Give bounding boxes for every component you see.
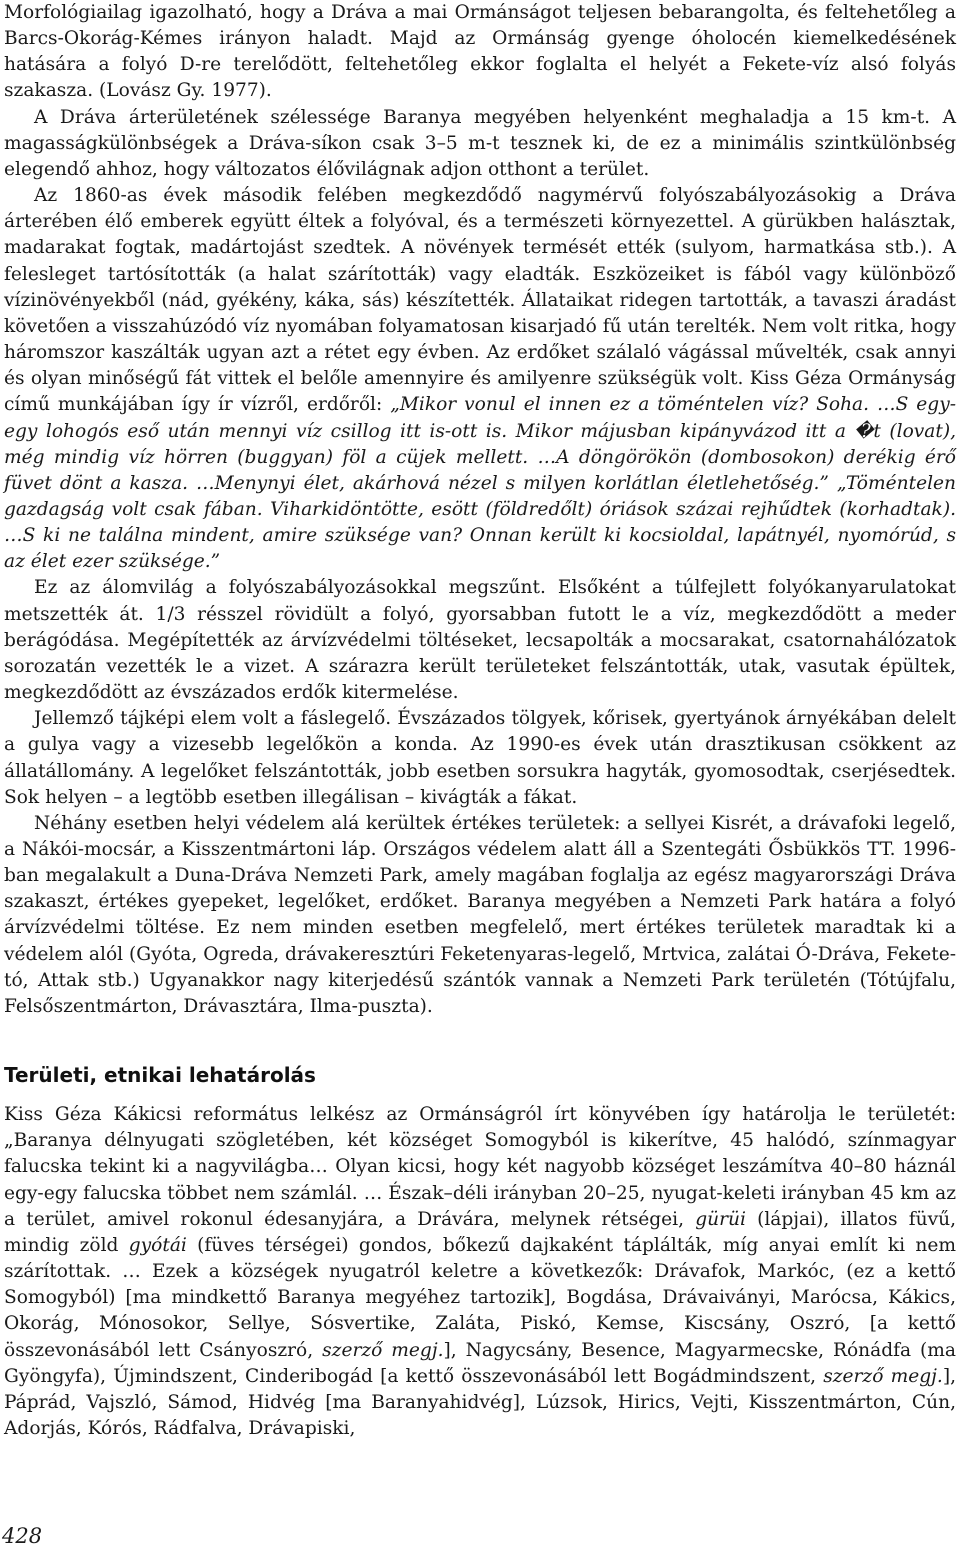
paragraph-dream-world-ended: Ez az álomvilág a folyószabályozásokkal megszűnt. Elsőként a túlfejlett folyókanyarulatokat metszették át. 1/3 résszel rövidült a folyó, gyorsabban futott le a víz, megkezdődött a meder berágódása. Megépítették az árvízvédelmi töltéseket, lecsapolták a mocsarakat, csatornahálózatok sorozatán vezették le a vizet. A szárazra került területeket felszántották, utak, vasutak épültek, megkezdődött az évszázados erdők kitermelése.: [4, 577, 956, 704]
paragraph-river-regulation-life: [4, 183, 956, 575]
section-spacer: [4, 1020, 956, 1062]
paragraph-wood-pasture: Jellemző tájképi elem volt a fáslegelő. Évszázados tölgyek, kőrisek, gyertyánok árnyékában delelt a gulya vagy a vizesebb legelőkön a konda. Az 1990-es évek után drasztikusan csökkent az állatállomány. A legelőket felszántották, jobb esetben sorsukra hagyták, gyomosodtak, cserjésedtek. Sok helyen – a legtöbb esetben illegálisan – kivágták a fákat.: [4, 708, 956, 808]
territory-text-2: (lápjai), illatos füvű, mindig zöld: [4, 1208, 956, 1256]
territory-italic-author-note-2: szerző megj.: [823, 1365, 943, 1387]
paragraph-floodplain: A Dráva árterületének szélessége Baranya megyében helyenként meghaladja a 15 km-t. A magasságkülönbségek a Dráva-síkon csak 3–5 m-t tesznek ki, de ez a minimális szintkülönbség elegendő ahhoz, hogy változatos élővilágnak adjon otthont a terület.: [4, 106, 956, 180]
kiss-geza-quote: „Mikor vonul el innen ez a töméntelen víz? Soha. …S egy-egy lohogós eső után mennyi víz csillog itt is-ott is. Mikor májusban kipányvázod itt a �t (lovat), még mindig víz hörren (buggyan) föl a cüjek mellett. …A döngörökön (dombosokon) derékig érő füvet dönt a kasza. …Menynyi élet, akárhová nézel s milyen korlátlan életlehetőség.” „Töméntelen gazdagság volt csak fában. Viharkidöntötte, esött (földredőlt) óriások százai rejhűdtek (korhadtak). …S ki ne találna mindent, amire szüksége van? Onnan került ki kocsioldal, lapátnyél, nyomórúd, s az élet ezer szüksége.”: [4, 394, 957, 573]
territory-italic-author-note-1: szerző megj.: [322, 1339, 444, 1361]
territory-text-3: (füves térségei) gondos, bőkezű dajkaként táplálták, míg anyai említ ki nem szárítottak. … Ezek a községek nyugatról keletre a következők: Drávafok, Markóc, (ez a kettő Somogyból) [ma mindkettő Baranya megyéhez tartozik], Bogdása, Drávaiványi, Marócsa, Kákics, Okorág, Mónosokor, Sellye, Sósvertike, Zaláta, Piskó, Kemse, Kiscsány, Oszró, [a kettő összevonásából lett Csányoszró,: [4, 1234, 956, 1361]
paragraph-territory: [4, 1102, 956, 1442]
territory-italic-gurui: gürüi: [695, 1208, 746, 1230]
territory-italic-gyotai: gyótái: [128, 1234, 187, 1256]
territory-text-5: ], Páprád, Vajszló, Sámod, Hidvég [ma Baranyahidvég], Lúzsok, Hirics, Vejti, Kisszentmárton, Cún, Adorjás, Kórós, Rádfalva, Drávapiski,: [4, 1365, 956, 1439]
territory-text-1: Kiss Géza Kákicsi református lelkész az Ormánságról írt könyvében így határolja le területét: „Baranya délnyugati szögletében, két községet Somogyból is kikerítve, 45 halódó, színmagyar falucska tekint ki a nagyvilágba… Olyan kicsi, hogy két nagyobb községet leszámítva 40–80 háznál egy-egy falucska többet nem számlál. … Észak–déli irányban 20–25, nyugat-keleti irányban 45 km az a terület, amivel rokonul édesanyjára, a Drávára, melynek rétségei,: [4, 1104, 956, 1230]
page-number: 428: [2, 1524, 43, 1548]
paragraph-protected-areas: Néhány esetben helyi védelem alá kerültek értékes területek: a sellyei Kisrét, a drávafoki legelő, a Nákói-mocsár, a Kisszentmártoni láp. Országos védelem alatt áll a Szentegáti Ősbükkös TT. 1996-ban megalakult a Duna-Dráva Nemzeti Park, amely magában foglalja az egész magyarországi Dráva szakaszt, értékes gyepeket, legelőket, erdőket. Baranya megyében a Nemzeti Park határa a folyó árvízvédelmi töltése. Ez nem minden esetben megfelelő, mert értékes területek maradtak ki a védelem alól (Gyóta, Ogreda, drávakeresztúri Feketenyaras-legelő, Mrtvica, zalátai Ó-Dráva, Fekete-tó, Attak stb.) Ugyanakkor nagy kiterjedésű szántók vannak a Nemzeti Park területén (Tótújfalu, Felsőszentmárton, Drávasztára, Ilma-puszta).: [4, 812, 956, 1017]
paragraph-morphology: Morfológiailag igazolható, hogy a Dráva a mai Ormánságot teljesen bebarangolta, és feltehetőleg a Barcs-Okorág-Kémes irányon haladt. Majd az Ormánság gyenge óholocén kiemelkedésének hatására a folyó D-re terelődött, feltehetőleg ekkor foglalta el helyét a Fekete-víz alsó folyás szakasza. (Lovász Gy. 1977).: [4, 2, 956, 102]
paragraph-river-regulation-text: Az 1860-as évek második felében megkezdődő nagymérvű folyószabályozásokig a Dráva árterében élő emberek együtt éltek a folyóval, és a természeti környezettel. A gürükben halásztak, madarakat fogtak, madártojást szedtek. A növények termését ették (sulyom, harmatkása stb.). A felesleget tartósították (a halat szárították) vagy eladták. Eszközeiket is fából vagy különböző vízinövényekből (nád, gyékény, káka, sás) készítették. Állataikat ridegen tartották, a tavaszi áradást követően a visszahúzódó víz nyomában folyamatosan kisarjadó fű után terelték. Nem volt ritka, hogy háromszor kaszálták ugyan azt a rétet egy évben. Az erdőket szálaló vágással művelték, csak annyi és olyan minőségű fát vittek el belőle amennyire és amilyenre szükségük volt. Kiss Géza Ormányság című munkájában így ír vízről, erdőről:: [4, 185, 956, 416]
document-page: [4, 0, 956, 1442]
territory-text-4: ], Nagycsány, Besence, Magyarmecske, Rónádfa (ma Gyöngyfa), Újmindszent, Cinderibogád [a kettő összevonásából lett Bogádmindszent,: [4, 1339, 957, 1387]
section-heading: Területi, etnikai lehatárolás: [4, 1063, 316, 1088]
